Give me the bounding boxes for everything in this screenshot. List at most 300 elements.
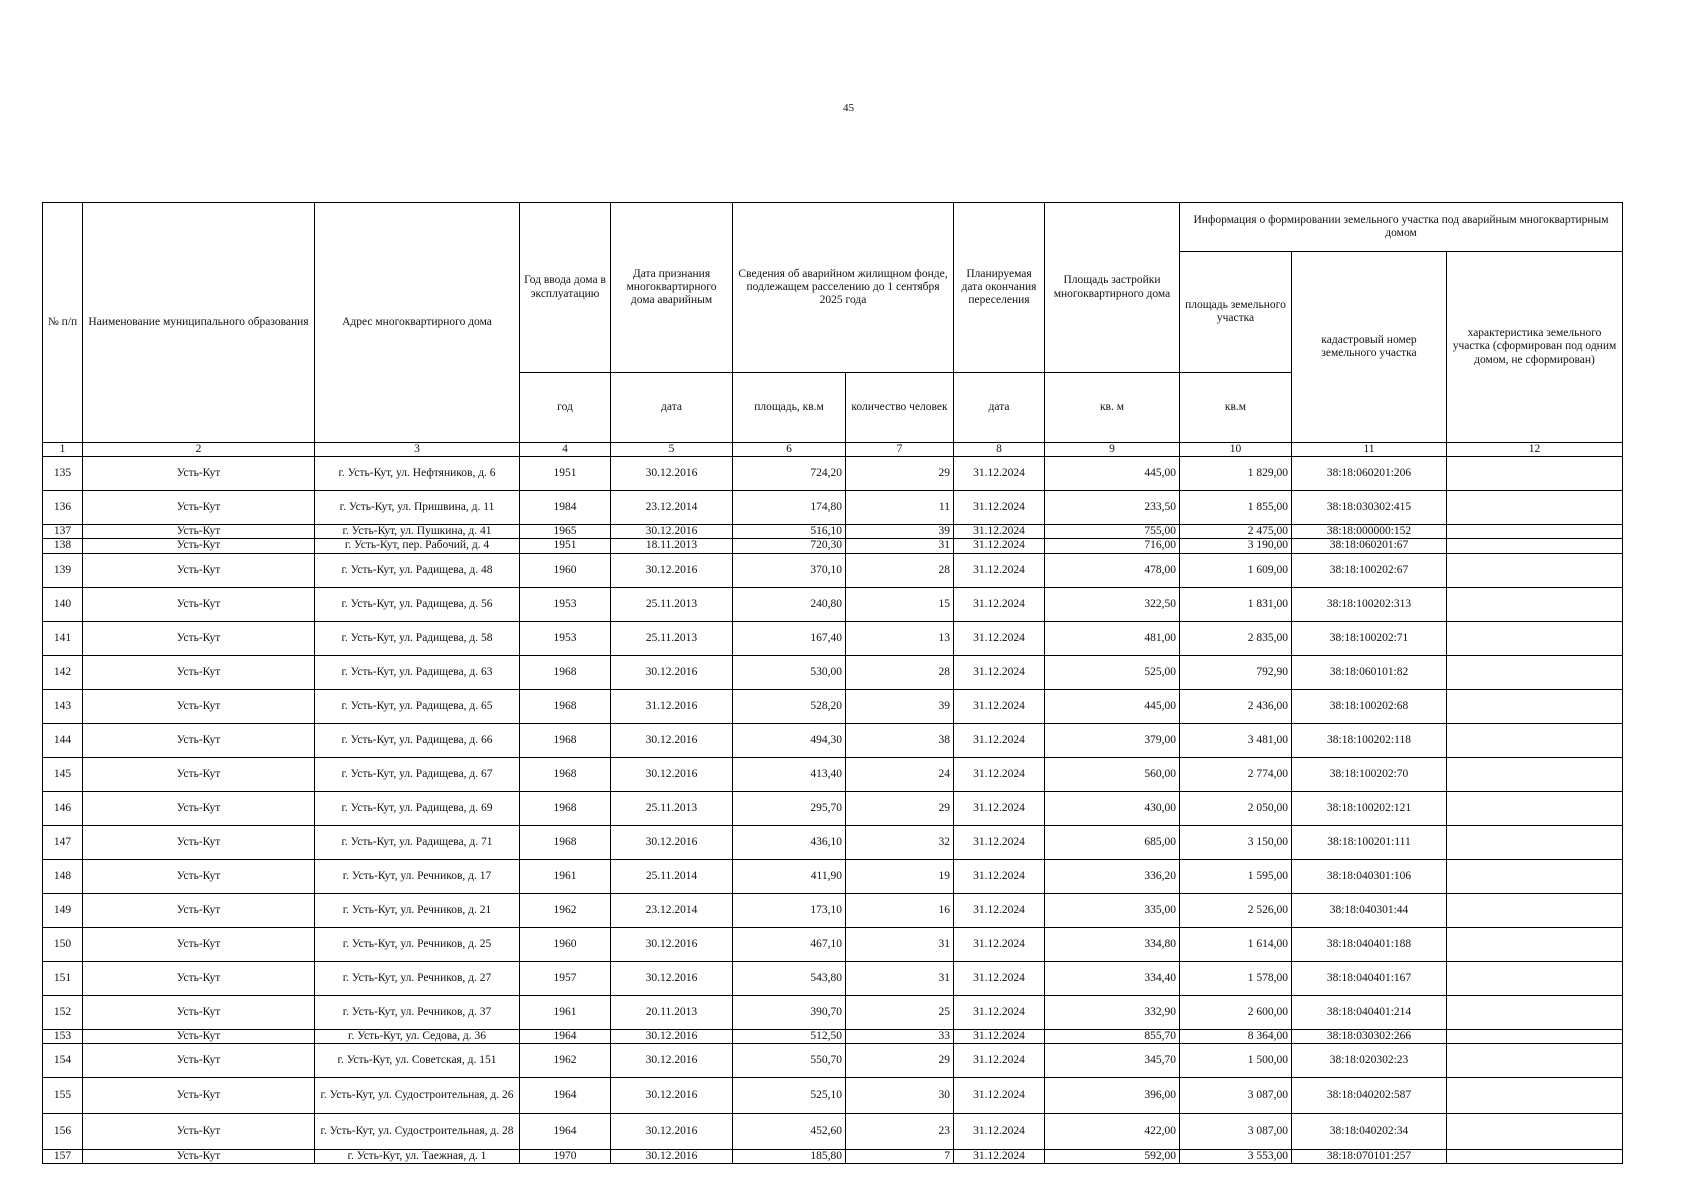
row-building-area: 478,00	[1045, 553, 1180, 587]
unit-year: год	[520, 373, 611, 443]
row-people: 16	[846, 893, 954, 927]
row-land-char	[1447, 553, 1623, 587]
row-year: 1970	[520, 1149, 611, 1163]
row-land-area: 792,90	[1180, 655, 1292, 689]
row-year: 1962	[520, 1043, 611, 1077]
row-people: 7	[846, 1149, 954, 1163]
header-land-char: характеристика земельного участка (сформирован под одним домом, не сформирован)	[1447, 252, 1623, 443]
table-row	[43, 961, 1623, 995]
row-land-area: 1 578,00	[1180, 961, 1292, 995]
row-municipality: Усть-Кут	[83, 689, 315, 723]
row-area: 512,50	[733, 1029, 846, 1043]
row-year: 1965	[520, 525, 611, 539]
row-cadastral: 38:18:040202:34	[1292, 1113, 1447, 1149]
col-number: 8	[954, 443, 1045, 457]
row-number: 157	[43, 1149, 83, 1163]
row-number: 148	[43, 859, 83, 893]
row-address: г. Усть-Кут, ул. Нефтяников, д. 6	[315, 457, 520, 491]
row-land-area: 2 436,00	[1180, 689, 1292, 723]
row-year: 1951	[520, 539, 611, 553]
row-year: 1964	[520, 1077, 611, 1113]
row-building-area: 445,00	[1045, 457, 1180, 491]
row-number: 144	[43, 723, 83, 757]
row-planned-date: 31.12.2024	[954, 689, 1045, 723]
row-land-char	[1447, 587, 1623, 621]
col-number: 11	[1292, 443, 1447, 457]
row-municipality: Усть-Кут	[83, 1029, 315, 1043]
row-number: 149	[43, 893, 83, 927]
table-row	[43, 995, 1623, 1029]
header-recognition-date: Дата признания многоквартирного дома аварийным	[611, 203, 733, 373]
row-year: 1968	[520, 689, 611, 723]
row-municipality: Усть-Кут	[83, 525, 315, 539]
header-building-area: Площадь застройки многоквартирного дома	[1045, 203, 1180, 373]
row-land-char	[1447, 1149, 1623, 1163]
row-people: 29	[846, 1043, 954, 1077]
row-land-area: 2 600,00	[1180, 995, 1292, 1029]
column-numbers-row	[43, 443, 1623, 457]
row-area: 516,10	[733, 525, 846, 539]
col-number: 1	[43, 443, 83, 457]
row-building-area: 334,40	[1045, 961, 1180, 995]
row-number: 146	[43, 791, 83, 825]
row-building-area: 716,00	[1045, 539, 1180, 553]
row-cadastral: 38:18:060101:82	[1292, 655, 1447, 689]
row-area: 173,10	[733, 893, 846, 927]
row-people: 33	[846, 1029, 954, 1043]
table-row	[43, 1043, 1623, 1077]
row-area: 530,00	[733, 655, 846, 689]
row-municipality: Усть-Кут	[83, 893, 315, 927]
table-row	[43, 859, 1623, 893]
table-row	[43, 757, 1623, 791]
row-address: г. Усть-Кут, ул. Пушкина, д. 41	[315, 525, 520, 539]
row-recognition-date: 30.12.2016	[611, 1149, 733, 1163]
row-land-char	[1447, 1029, 1623, 1043]
row-year: 1962	[520, 893, 611, 927]
table-row	[43, 457, 1623, 491]
row-people: 30	[846, 1077, 954, 1113]
row-cadastral: 38:18:060201:206	[1292, 457, 1447, 491]
col-number: 5	[611, 443, 733, 457]
row-address: г. Усть-Кут, ул. Речников, д. 25	[315, 927, 520, 961]
row-number: 155	[43, 1077, 83, 1113]
col-number: 3	[315, 443, 520, 457]
row-people: 11	[846, 491, 954, 525]
row-year: 1951	[520, 457, 611, 491]
row-cadastral: 38:18:100202:313	[1292, 587, 1447, 621]
row-building-area: 322,50	[1045, 587, 1180, 621]
row-land-char	[1447, 457, 1623, 491]
row-address: г. Усть-Кут, ул. Речников, д. 21	[315, 893, 520, 927]
row-year: 1953	[520, 587, 611, 621]
row-recognition-date: 18.11.2013	[611, 539, 733, 553]
row-land-area: 8 364,00	[1180, 1029, 1292, 1043]
row-municipality: Усть-Кут	[83, 621, 315, 655]
row-recognition-date: 30.12.2016	[611, 553, 733, 587]
row-planned-date: 31.12.2024	[954, 1043, 1045, 1077]
unit-kvm-building: кв. м	[1045, 373, 1180, 443]
row-planned-date: 31.12.2024	[954, 655, 1045, 689]
row-cadastral: 38:18:020302:23	[1292, 1043, 1447, 1077]
row-recognition-date: 30.12.2016	[611, 723, 733, 757]
row-number: 154	[43, 1043, 83, 1077]
row-planned-date: 31.12.2024	[954, 757, 1045, 791]
row-planned-date: 31.12.2024	[954, 723, 1045, 757]
row-address: г. Усть-Кут, ул. Радищева, д. 67	[315, 757, 520, 791]
row-land-area: 1 831,00	[1180, 587, 1292, 621]
row-address: г. Усть-Кут, ул. Пришвина, д. 11	[315, 491, 520, 525]
table-row	[43, 723, 1623, 757]
row-land-area: 1 500,00	[1180, 1043, 1292, 1077]
table-row	[43, 621, 1623, 655]
row-address: г. Усть-Кут, ул. Радищева, д. 71	[315, 825, 520, 859]
col-number: 6	[733, 443, 846, 457]
emergency-housing-table	[42, 202, 1623, 1164]
row-year: 1968	[520, 791, 611, 825]
row-building-area: 396,00	[1045, 1077, 1180, 1113]
row-people: 31	[846, 927, 954, 961]
row-address: г. Усть-Кут, ул. Радищева, д. 48	[315, 553, 520, 587]
row-municipality: Усть-Кут	[83, 1149, 315, 1163]
row-building-area: 481,00	[1045, 621, 1180, 655]
unit-date-planned: дата	[954, 373, 1045, 443]
row-planned-date: 31.12.2024	[954, 621, 1045, 655]
row-land-char	[1447, 723, 1623, 757]
row-planned-date: 31.12.2024	[954, 457, 1045, 491]
row-land-area: 3 481,00	[1180, 723, 1292, 757]
row-municipality: Усть-Кут	[83, 491, 315, 525]
row-planned-date: 31.12.2024	[954, 791, 1045, 825]
row-area: 185,80	[733, 1149, 846, 1163]
row-land-area: 1 829,00	[1180, 457, 1292, 491]
row-area: 550,70	[733, 1043, 846, 1077]
row-year: 1960	[520, 553, 611, 587]
row-address: г. Усть-Кут, ул. Судостроительная, д. 28	[315, 1113, 520, 1149]
row-land-char	[1447, 927, 1623, 961]
row-cadastral: 38:18:100202:68	[1292, 689, 1447, 723]
row-year: 1953	[520, 621, 611, 655]
unit-people: количество человек	[846, 373, 954, 443]
row-area: 370,10	[733, 553, 846, 587]
row-year: 1957	[520, 961, 611, 995]
row-area: 543,80	[733, 961, 846, 995]
row-area: 295,70	[733, 791, 846, 825]
row-address: г. Усть-Кут, ул. Седова, д. 36	[315, 1029, 520, 1043]
row-building-area: 685,00	[1045, 825, 1180, 859]
row-number: 150	[43, 927, 83, 961]
row-address: г. Усть-Кут, пер. Рабочий, д. 4	[315, 539, 520, 553]
row-building-area: 445,00	[1045, 689, 1180, 723]
row-recognition-date: 30.12.2016	[611, 1029, 733, 1043]
row-land-area: 2 050,00	[1180, 791, 1292, 825]
row-people: 39	[846, 525, 954, 539]
row-land-area: 3 553,00	[1180, 1149, 1292, 1163]
row-planned-date: 31.12.2024	[954, 1029, 1045, 1043]
row-people: 31	[846, 539, 954, 553]
table-row	[43, 525, 1623, 539]
row-address: г. Усть-Кут, ул. Радищева, д. 65	[315, 689, 520, 723]
row-land-char	[1447, 757, 1623, 791]
row-recognition-date: 30.12.2016	[611, 961, 733, 995]
row-building-area: 345,70	[1045, 1043, 1180, 1077]
table-row	[43, 927, 1623, 961]
row-number: 139	[43, 553, 83, 587]
header-municipality: Наименование муниципального образования	[83, 203, 315, 443]
row-municipality: Усть-Кут	[83, 1113, 315, 1149]
row-year: 1968	[520, 655, 611, 689]
row-number: 138	[43, 539, 83, 553]
col-number: 7	[846, 443, 954, 457]
row-municipality: Усть-Кут	[83, 825, 315, 859]
row-municipality: Усть-Кут	[83, 539, 315, 553]
header-cadastral: кадастровый номер земельного участка	[1292, 252, 1447, 443]
row-municipality: Усть-Кут	[83, 961, 315, 995]
col-number: 2	[83, 443, 315, 457]
row-building-area: 560,00	[1045, 757, 1180, 791]
row-building-area: 332,90	[1045, 995, 1180, 1029]
row-municipality: Усть-Кут	[83, 757, 315, 791]
row-recognition-date: 25.11.2013	[611, 587, 733, 621]
row-planned-date: 31.12.2024	[954, 893, 1045, 927]
row-area: 525,10	[733, 1077, 846, 1113]
row-land-area: 2 774,00	[1180, 757, 1292, 791]
row-land-char	[1447, 859, 1623, 893]
table-row	[43, 791, 1623, 825]
row-year: 1961	[520, 995, 611, 1029]
table-body	[43, 457, 1623, 1164]
row-land-area: 3 087,00	[1180, 1077, 1292, 1113]
row-building-area: 855,70	[1045, 1029, 1180, 1043]
row-building-area: 755,00	[1045, 525, 1180, 539]
row-year: 1964	[520, 1029, 611, 1043]
row-recognition-date: 31.12.2016	[611, 689, 733, 723]
row-recognition-date: 30.12.2016	[611, 825, 733, 859]
row-land-char	[1447, 995, 1623, 1029]
row-planned-date: 31.12.2024	[954, 587, 1045, 621]
row-year: 1960	[520, 927, 611, 961]
row-land-char	[1447, 961, 1623, 995]
table-row	[43, 1149, 1623, 1163]
row-area: 174,80	[733, 491, 846, 525]
row-land-char	[1447, 491, 1623, 525]
row-number: 152	[43, 995, 83, 1029]
row-land-area: 2 475,00	[1180, 525, 1292, 539]
unit-date: дата	[611, 373, 733, 443]
col-number: 4	[520, 443, 611, 457]
row-recognition-date: 30.12.2016	[611, 927, 733, 961]
table-row	[43, 1113, 1623, 1149]
table-row	[43, 825, 1623, 859]
row-land-char	[1447, 539, 1623, 553]
row-address: г. Усть-Кут, ул. Радищева, д. 69	[315, 791, 520, 825]
header-land-info: Информация о формировании земельного участка под аварийным многоквартирным домом	[1180, 203, 1623, 252]
row-land-char	[1447, 655, 1623, 689]
row-land-area: 3 087,00	[1180, 1113, 1292, 1149]
unit-kvm-land: кв.м	[1180, 373, 1292, 443]
row-people: 13	[846, 621, 954, 655]
table-row	[43, 587, 1623, 621]
row-land-char	[1447, 791, 1623, 825]
header-land-area: площадь земельного участка	[1180, 252, 1292, 373]
row-cadastral: 38:18:000000:152	[1292, 525, 1447, 539]
row-address: г. Усть-Кут, ул. Таежная, д. 1	[315, 1149, 520, 1163]
table-row	[43, 553, 1623, 587]
header-fund-info: Сведения об аварийном жилищном фонде, подлежащем расселению до 1 сентября 2025 года	[733, 203, 954, 373]
row-building-area: 525,00	[1045, 655, 1180, 689]
row-land-char	[1447, 893, 1623, 927]
row-people: 24	[846, 757, 954, 791]
row-cadastral: 38:18:030302:415	[1292, 491, 1447, 525]
row-land-char	[1447, 1077, 1623, 1113]
table-row	[43, 893, 1623, 927]
row-municipality: Усть-Кут	[83, 723, 315, 757]
row-number: 135	[43, 457, 83, 491]
row-area: 411,90	[733, 859, 846, 893]
row-number: 143	[43, 689, 83, 723]
row-cadastral: 38:18:040301:44	[1292, 893, 1447, 927]
row-area: 724,20	[733, 457, 846, 491]
row-address: г. Усть-Кут, ул. Радищева, д. 56	[315, 587, 520, 621]
row-planned-date: 31.12.2024	[954, 491, 1045, 525]
header-year: Год ввода дома в эксплуатацию	[520, 203, 611, 373]
row-number: 141	[43, 621, 83, 655]
row-planned-date: 31.12.2024	[954, 859, 1045, 893]
row-cadastral: 38:18:060201:67	[1292, 539, 1447, 553]
row-address: г. Усть-Кут, ул. Радищева, д. 63	[315, 655, 520, 689]
row-address: г. Усть-Кут, ул. Радищева, д. 66	[315, 723, 520, 757]
row-number: 140	[43, 587, 83, 621]
row-area: 436,10	[733, 825, 846, 859]
row-recognition-date: 25.11.2014	[611, 859, 733, 893]
row-area: 413,40	[733, 757, 846, 791]
row-year: 1984	[520, 491, 611, 525]
row-land-char	[1447, 1113, 1623, 1149]
col-number: 9	[1045, 443, 1180, 457]
row-cadastral: 38:18:040202:587	[1292, 1077, 1447, 1113]
row-building-area: 430,00	[1045, 791, 1180, 825]
page-number: 45	[843, 102, 854, 114]
table-row	[43, 539, 1623, 553]
row-cadastral: 38:18:100202:67	[1292, 553, 1447, 587]
row-cadastral: 38:18:100202:71	[1292, 621, 1447, 655]
row-people: 28	[846, 655, 954, 689]
row-cadastral: 38:18:100202:70	[1292, 757, 1447, 791]
row-people: 23	[846, 1113, 954, 1149]
row-area: 167,40	[733, 621, 846, 655]
row-planned-date: 31.12.2024	[954, 961, 1045, 995]
table-row	[43, 655, 1623, 689]
row-address: г. Усть-Кут, ул. Радищева, д. 58	[315, 621, 520, 655]
row-municipality: Усть-Кут	[83, 927, 315, 961]
row-people: 19	[846, 859, 954, 893]
unit-area: площадь, кв.м	[733, 373, 846, 443]
row-area: 390,70	[733, 995, 846, 1029]
row-year: 1968	[520, 825, 611, 859]
row-land-char	[1447, 825, 1623, 859]
row-people: 29	[846, 457, 954, 491]
row-number: 151	[43, 961, 83, 995]
row-land-area: 1 595,00	[1180, 859, 1292, 893]
row-planned-date: 31.12.2024	[954, 1113, 1045, 1149]
row-cadastral: 38:18:100202:118	[1292, 723, 1447, 757]
row-planned-date: 31.12.2024	[954, 825, 1045, 859]
row-building-area: 592,00	[1045, 1149, 1180, 1163]
row-number: 137	[43, 525, 83, 539]
table-row	[43, 1029, 1623, 1043]
row-recognition-date: 25.11.2013	[611, 621, 733, 655]
row-area: 467,10	[733, 927, 846, 961]
row-planned-date: 31.12.2024	[954, 539, 1045, 553]
row-area: 240,80	[733, 587, 846, 621]
row-municipality: Усть-Кут	[83, 553, 315, 587]
row-recognition-date: 30.12.2016	[611, 1077, 733, 1113]
row-planned-date: 31.12.2024	[954, 927, 1045, 961]
row-number: 136	[43, 491, 83, 525]
row-recognition-date: 23.12.2014	[611, 893, 733, 927]
row-land-area: 1 855,00	[1180, 491, 1292, 525]
table-row	[43, 689, 1623, 723]
row-recognition-date: 30.12.2016	[611, 655, 733, 689]
row-planned-date: 31.12.2024	[954, 1077, 1045, 1113]
row-planned-date: 31.12.2024	[954, 1149, 1045, 1163]
col-number: 12	[1447, 443, 1623, 457]
row-planned-date: 31.12.2024	[954, 525, 1045, 539]
row-address: г. Усть-Кут, ул. Речников, д. 27	[315, 961, 520, 995]
row-cadastral: 38:18:030302:266	[1292, 1029, 1447, 1043]
row-land-area: 3 150,00	[1180, 825, 1292, 859]
row-cadastral: 38:18:040401:167	[1292, 961, 1447, 995]
row-recognition-date: 30.12.2016	[611, 1113, 733, 1149]
row-people: 15	[846, 587, 954, 621]
row-municipality: Усть-Кут	[83, 1043, 315, 1077]
row-building-area: 336,20	[1045, 859, 1180, 893]
row-number: 153	[43, 1029, 83, 1043]
row-area: 720,30	[733, 539, 846, 553]
row-people: 31	[846, 961, 954, 995]
row-area: 494,30	[733, 723, 846, 757]
row-municipality: Усть-Кут	[83, 995, 315, 1029]
row-land-area: 3 190,00	[1180, 539, 1292, 553]
row-cadastral: 38:18:040401:188	[1292, 927, 1447, 961]
row-cadastral: 38:18:040301:106	[1292, 859, 1447, 893]
table-row	[43, 491, 1623, 525]
row-address: г. Усть-Кут, ул. Речников, д. 37	[315, 995, 520, 1029]
row-year: 1968	[520, 723, 611, 757]
row-number: 142	[43, 655, 83, 689]
row-municipality: Усть-Кут	[83, 859, 315, 893]
row-number: 147	[43, 825, 83, 859]
row-year: 1968	[520, 757, 611, 791]
row-people: 29	[846, 791, 954, 825]
row-building-area: 233,50	[1045, 491, 1180, 525]
row-municipality: Усть-Кут	[83, 791, 315, 825]
row-address: г. Усть-Кут, ул. Речников, д. 17	[315, 859, 520, 893]
row-cadastral: 38:18:040401:214	[1292, 995, 1447, 1029]
row-address: г. Усть-Кут, ул. Советская, д. 151	[315, 1043, 520, 1077]
row-recognition-date: 23.12.2014	[611, 491, 733, 525]
row-recognition-date: 20.11.2013	[611, 995, 733, 1029]
row-building-area: 379,00	[1045, 723, 1180, 757]
row-land-char	[1447, 621, 1623, 655]
row-recognition-date: 30.12.2016	[611, 525, 733, 539]
row-people: 28	[846, 553, 954, 587]
row-municipality: Усть-Кут	[83, 1077, 315, 1113]
row-municipality: Усть-Кут	[83, 655, 315, 689]
row-year: 1964	[520, 1113, 611, 1149]
header-num: № п/п	[43, 203, 83, 443]
row-people: 25	[846, 995, 954, 1029]
